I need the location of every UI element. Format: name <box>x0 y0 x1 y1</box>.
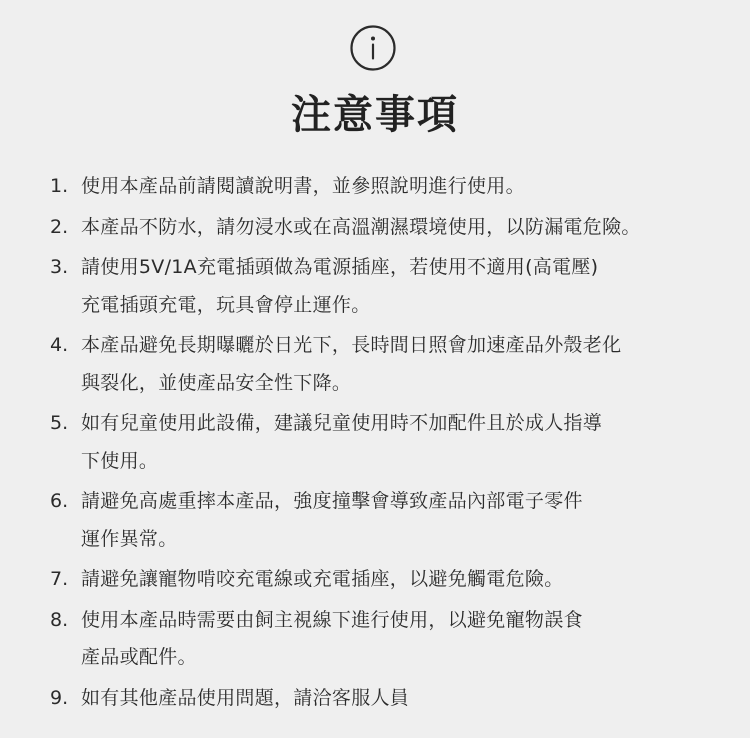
notice-item <box>50 602 740 677</box>
notice-number: 3. <box>50 256 69 278</box>
notice-text-line: 產品或配件。 <box>81 646 197 668</box>
notice-text-line: 與裂化，並使產品安全性下降。 <box>81 371 352 394</box>
notice-number: 4. <box>50 334 69 356</box>
notice-item <box>50 209 740 247</box>
notice-number: 2. <box>50 215 69 238</box>
notice-number: 7. <box>50 568 69 590</box>
notice-text <box>81 249 740 324</box>
notice-text-line: 充電插頭充電，玩具會停止運作。 <box>81 293 371 316</box>
notice-text-line: 請避免讓寵物啃咬充電線或充電插座，以避免觸電危險。 <box>81 568 564 590</box>
notice-text <box>81 168 740 206</box>
info-circle-icon <box>349 24 397 72</box>
notice-text <box>81 680 740 718</box>
notice-text-line: 如有其他產品使用問題，請洽客服人員 <box>81 686 410 709</box>
notice-text <box>81 405 740 480</box>
notice-item <box>50 168 740 206</box>
notice-number: 1. <box>50 175 69 197</box>
notice-number: 5. <box>50 412 69 434</box>
notice-text-line: 下使用。 <box>81 449 159 472</box>
notice-list <box>50 168 740 720</box>
notice-item <box>50 327 740 402</box>
notice-item <box>50 249 740 324</box>
notice-item <box>50 405 740 480</box>
notice-text <box>81 561 740 599</box>
notice-text <box>81 602 740 677</box>
notice-text <box>81 483 740 558</box>
notice-text-line: 請避免高處重摔本產品，強度撞擊會導致產品內部電子零件 <box>81 490 583 512</box>
page-title: 注意事項 <box>291 92 459 138</box>
notice-text-line: 請使用5V/1A充電插頭做為電源插座，若使用不適用(高電壓) <box>81 256 599 278</box>
notice-number: 6. <box>50 490 69 512</box>
notice-text-line: 使用本產品前請閱讀說明書，並參照說明進行使用。 <box>81 175 525 197</box>
notice-text <box>81 209 740 247</box>
notice-item <box>50 680 740 718</box>
notice-text-line: 本產品避免長期曝曬於日光下，長時間日照會加速產品外殼老化 <box>81 334 622 356</box>
notice-text-line: 本產品不防水，請勿浸水或在高溫潮濕環境使用，以防漏電危險。 <box>81 215 641 238</box>
notice-text <box>81 327 740 402</box>
notice-text-line: 運作異常。 <box>81 527 178 550</box>
notice-text-line: 使用本產品時需要由飼主視線下進行使用，以避免寵物誤食 <box>81 608 583 631</box>
notice-item <box>50 483 740 558</box>
notice-text-line: 如有兒童使用此設備，建議兒童使用時不加配件且於成人指導 <box>81 412 603 434</box>
notice-number: 9. <box>50 686 69 709</box>
notice-number: 8. <box>50 608 69 631</box>
notice-item <box>50 561 740 599</box>
